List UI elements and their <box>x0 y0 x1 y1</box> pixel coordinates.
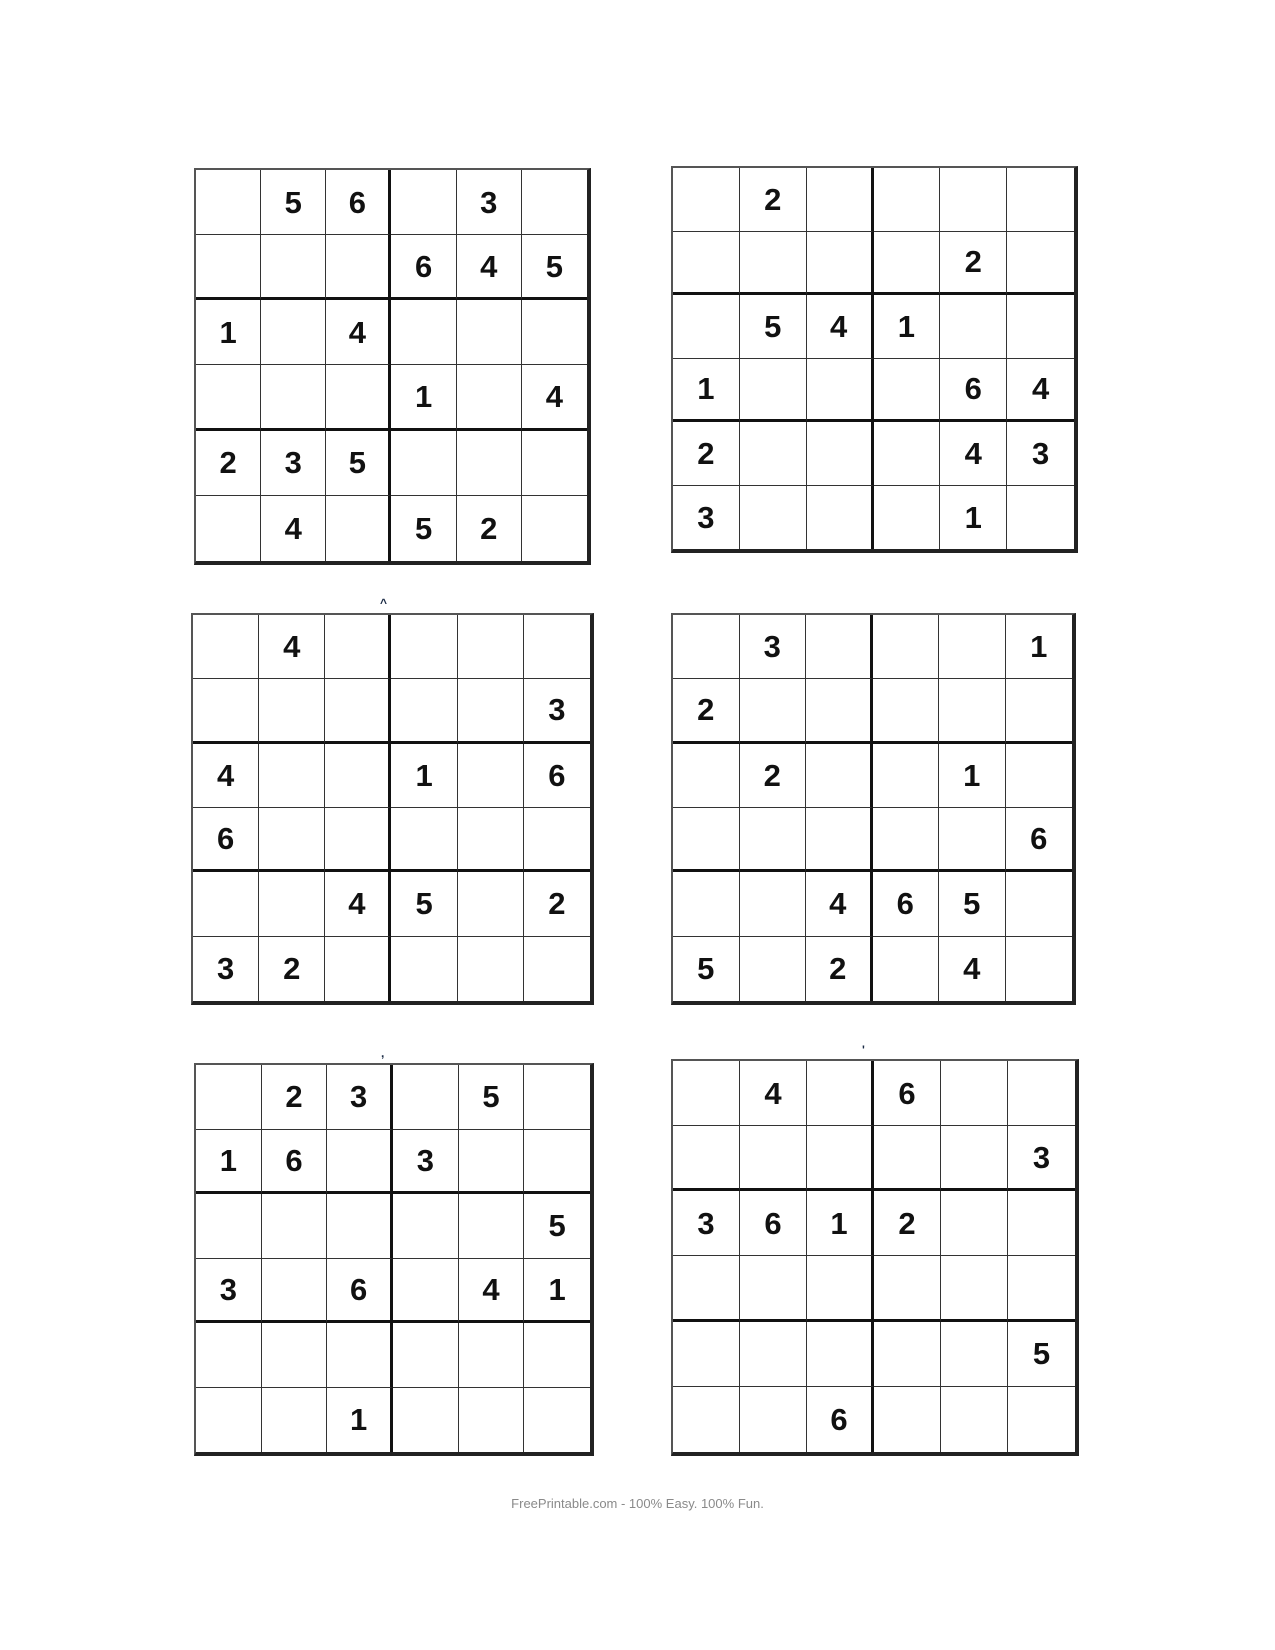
empty-cell[interactable] <box>458 808 524 872</box>
given-digit-cell: 2 <box>196 431 261 496</box>
empty-cell[interactable] <box>524 937 590 1001</box>
sudoku-puzzle-4 <box>671 613 1076 1005</box>
empty-cell[interactable] <box>259 808 325 872</box>
given-digit-cell: 3 <box>673 1191 740 1256</box>
given-digit-cell: 2 <box>673 422 740 486</box>
empty-cell[interactable] <box>873 937 940 1001</box>
empty-cell[interactable] <box>740 872 807 936</box>
empty-cell[interactable] <box>524 1323 590 1388</box>
empty-cell[interactable] <box>1007 232 1074 296</box>
empty-cell[interactable] <box>325 744 391 808</box>
empty-cell[interactable] <box>673 1061 740 1126</box>
given-digit-cell: 1 <box>196 1130 262 1195</box>
empty-cell[interactable] <box>874 232 941 296</box>
empty-cell[interactable] <box>193 679 259 743</box>
given-digit-cell: 1 <box>196 300 261 365</box>
empty-cell[interactable] <box>807 1322 874 1387</box>
given-digit-cell: 4 <box>193 744 259 808</box>
empty-cell[interactable] <box>459 1130 525 1195</box>
empty-cell[interactable] <box>522 496 587 561</box>
sudoku-puzzle-6 <box>671 1059 1079 1456</box>
empty-cell[interactable] <box>941 1061 1008 1126</box>
empty-cell[interactable] <box>806 808 873 872</box>
empty-cell[interactable] <box>457 300 522 365</box>
given-digit-cell: 2 <box>740 744 807 808</box>
empty-cell[interactable] <box>393 1323 459 1388</box>
given-digit-cell: 3 <box>196 1259 262 1324</box>
given-digit-cell: 1 <box>673 359 740 423</box>
empty-cell[interactable] <box>458 937 524 1001</box>
given-digit-cell: 5 <box>261 170 326 235</box>
empty-cell[interactable] <box>740 359 807 423</box>
empty-cell[interactable] <box>807 168 874 232</box>
empty-cell[interactable] <box>874 359 941 423</box>
empty-cell[interactable] <box>459 1323 525 1388</box>
empty-cell[interactable] <box>458 744 524 808</box>
given-digit-cell: 3 <box>673 486 740 550</box>
empty-cell[interactable] <box>807 1061 874 1126</box>
given-digit-cell: 5 <box>524 1194 590 1259</box>
given-digit-cell: 1 <box>391 744 457 808</box>
empty-cell[interactable] <box>193 872 259 936</box>
stray-mark: ^ <box>380 596 388 610</box>
empty-cell[interactable] <box>326 365 391 430</box>
empty-cell[interactable] <box>458 679 524 743</box>
empty-cell[interactable] <box>873 744 940 808</box>
empty-cell[interactable] <box>524 615 590 679</box>
empty-cell[interactable] <box>196 170 261 235</box>
given-digit-cell: 1 <box>939 744 1006 808</box>
empty-cell[interactable] <box>1008 1387 1075 1452</box>
given-digit-cell: 5 <box>939 872 1006 936</box>
empty-cell[interactable] <box>391 615 457 679</box>
empty-cell[interactable] <box>740 679 807 743</box>
empty-cell[interactable] <box>391 679 457 743</box>
empty-cell[interactable] <box>807 486 874 550</box>
empty-cell[interactable] <box>196 1194 262 1259</box>
empty-cell[interactable] <box>522 300 587 365</box>
empty-cell[interactable] <box>262 1194 328 1259</box>
given-digit-cell: 6 <box>874 1061 941 1126</box>
empty-cell[interactable] <box>807 422 874 486</box>
empty-cell[interactable] <box>673 808 740 872</box>
given-digit-cell: 2 <box>262 1065 328 1130</box>
given-digit-cell: 5 <box>326 431 391 496</box>
sudoku-puzzle-1 <box>194 168 591 565</box>
empty-cell[interactable] <box>1006 872 1073 936</box>
empty-cell[interactable] <box>458 615 524 679</box>
empty-cell[interactable] <box>325 808 391 872</box>
empty-cell[interactable] <box>873 808 940 872</box>
given-digit-cell: 6 <box>391 235 456 300</box>
empty-cell[interactable] <box>673 295 740 359</box>
given-digit-cell: 1 <box>1006 615 1073 679</box>
empty-cell[interactable] <box>874 1387 941 1452</box>
empty-cell[interactable] <box>196 365 261 430</box>
empty-cell[interactable] <box>262 1388 328 1453</box>
given-digit-cell: 1 <box>327 1388 393 1453</box>
given-digit-cell: 5 <box>391 872 457 936</box>
stray-mark: ' <box>862 1043 865 1057</box>
given-digit-cell: 5 <box>522 235 587 300</box>
empty-cell[interactable] <box>524 1130 590 1195</box>
empty-cell[interactable] <box>326 235 391 300</box>
empty-cell[interactable] <box>325 937 391 1001</box>
given-digit-cell: 5 <box>1008 1322 1075 1387</box>
given-digit-cell: 6 <box>940 359 1007 423</box>
empty-cell[interactable] <box>941 1256 1008 1321</box>
given-digit-cell: 4 <box>459 1259 525 1324</box>
given-digit-cell: 2 <box>874 1191 941 1256</box>
empty-cell[interactable] <box>939 679 1006 743</box>
given-digit-cell: 6 <box>327 1259 393 1324</box>
empty-cell[interactable] <box>874 486 941 550</box>
given-digit-cell: 2 <box>457 496 522 561</box>
empty-cell[interactable] <box>391 170 456 235</box>
empty-cell[interactable] <box>261 300 326 365</box>
empty-cell[interactable] <box>522 170 587 235</box>
given-digit-cell: 2 <box>524 872 590 936</box>
empty-cell[interactable] <box>740 422 807 486</box>
given-digit-cell: 3 <box>1007 422 1074 486</box>
given-digit-cell: 1 <box>391 365 456 430</box>
empty-cell[interactable] <box>807 232 874 296</box>
empty-cell[interactable] <box>873 615 940 679</box>
empty-cell[interactable] <box>459 1194 525 1259</box>
empty-cell[interactable] <box>458 872 524 936</box>
given-digit-cell: 4 <box>522 365 587 430</box>
given-digit-cell: 3 <box>524 679 590 743</box>
empty-cell[interactable] <box>807 1256 874 1321</box>
given-digit-cell: 4 <box>740 1061 807 1126</box>
given-digit-cell: 3 <box>193 937 259 1001</box>
given-digit-cell: 2 <box>673 679 740 743</box>
given-digit-cell: 6 <box>807 1387 874 1452</box>
given-digit-cell: 4 <box>807 295 874 359</box>
empty-cell[interactable] <box>874 1256 941 1321</box>
empty-cell[interactable] <box>457 431 522 496</box>
empty-cell[interactable] <box>673 232 740 296</box>
given-digit-cell: 4 <box>325 872 391 936</box>
empty-cell[interactable] <box>874 1126 941 1191</box>
empty-cell[interactable] <box>673 1387 740 1452</box>
empty-cell[interactable] <box>740 1126 807 1191</box>
empty-cell[interactable] <box>325 615 391 679</box>
empty-cell[interactable] <box>262 1259 328 1324</box>
given-digit-cell: 1 <box>524 1259 590 1324</box>
empty-cell[interactable] <box>806 679 873 743</box>
given-digit-cell: 3 <box>457 170 522 235</box>
given-digit-cell: 2 <box>259 937 325 1001</box>
empty-cell[interactable] <box>1006 679 1073 743</box>
empty-cell[interactable] <box>740 486 807 550</box>
empty-cell[interactable] <box>259 679 325 743</box>
empty-cell[interactable] <box>524 1388 590 1453</box>
given-digit-cell: 3 <box>327 1065 393 1130</box>
empty-cell[interactable] <box>940 295 1007 359</box>
given-digit-cell: 4 <box>326 300 391 365</box>
empty-cell[interactable] <box>940 168 1007 232</box>
empty-cell[interactable] <box>1008 1256 1075 1321</box>
given-digit-cell: 4 <box>1007 359 1074 423</box>
empty-cell[interactable] <box>1007 486 1074 550</box>
empty-cell[interactable] <box>259 872 325 936</box>
given-digit-cell: 6 <box>524 744 590 808</box>
empty-cell[interactable] <box>673 1256 740 1321</box>
empty-cell[interactable] <box>740 232 807 296</box>
empty-cell[interactable] <box>1006 744 1073 808</box>
empty-cell[interactable] <box>807 359 874 423</box>
empty-cell[interactable] <box>327 1130 393 1195</box>
given-digit-cell: 3 <box>740 615 807 679</box>
empty-cell[interactable] <box>673 615 740 679</box>
empty-cell[interactable] <box>524 808 590 872</box>
given-digit-cell: 2 <box>740 168 807 232</box>
given-digit-cell: 1 <box>807 1191 874 1256</box>
empty-cell[interactable] <box>941 1322 1008 1387</box>
empty-cell[interactable] <box>327 1323 393 1388</box>
given-digit-cell: 4 <box>261 496 326 561</box>
given-digit-cell: 4 <box>457 235 522 300</box>
empty-cell[interactable] <box>391 937 457 1001</box>
given-digit-cell: 3 <box>393 1130 459 1195</box>
empty-cell[interactable] <box>1006 937 1073 1001</box>
given-digit-cell: 4 <box>940 422 1007 486</box>
given-digit-cell: 5 <box>673 937 740 1001</box>
empty-cell[interactable] <box>391 808 457 872</box>
empty-cell[interactable] <box>196 1388 262 1453</box>
empty-cell[interactable] <box>673 168 740 232</box>
empty-cell[interactable] <box>941 1387 1008 1452</box>
empty-cell[interactable] <box>740 1256 807 1321</box>
empty-cell[interactable] <box>393 1388 459 1453</box>
empty-cell[interactable] <box>673 872 740 936</box>
empty-cell[interactable] <box>259 744 325 808</box>
empty-cell[interactable] <box>391 431 456 496</box>
given-digit-cell: 6 <box>262 1130 328 1195</box>
empty-cell[interactable] <box>673 744 740 808</box>
sudoku-puzzle-2 <box>671 166 1078 553</box>
empty-cell[interactable] <box>261 235 326 300</box>
given-digit-cell: 3 <box>1008 1126 1075 1191</box>
empty-cell[interactable] <box>524 1065 590 1130</box>
stray-mark: , <box>381 1046 385 1060</box>
empty-cell[interactable] <box>1007 295 1074 359</box>
given-digit-cell: 6 <box>740 1191 807 1256</box>
sudoku-puzzle-3 <box>191 613 594 1005</box>
empty-cell[interactable] <box>393 1065 459 1130</box>
empty-cell[interactable] <box>196 496 261 561</box>
empty-cell[interactable] <box>457 365 522 430</box>
empty-cell[interactable] <box>740 1387 807 1452</box>
empty-cell[interactable] <box>740 937 807 1001</box>
empty-cell[interactable] <box>459 1388 525 1453</box>
empty-cell[interactable] <box>941 1191 1008 1256</box>
empty-cell[interactable] <box>196 1065 262 1130</box>
given-digit-cell: 3 <box>261 431 326 496</box>
empty-cell[interactable] <box>873 679 940 743</box>
empty-cell[interactable] <box>806 615 873 679</box>
empty-cell[interactable] <box>1008 1061 1075 1126</box>
given-digit-cell: 4 <box>939 937 1006 1001</box>
empty-cell[interactable] <box>193 615 259 679</box>
footer-credit: FreePrintable.com - 100% Easy. 100% Fun. <box>511 1496 764 1511</box>
empty-cell[interactable] <box>941 1126 1008 1191</box>
given-digit-cell: 6 <box>873 872 940 936</box>
given-digit-cell: 6 <box>1006 808 1073 872</box>
empty-cell[interactable] <box>1007 168 1074 232</box>
empty-cell[interactable] <box>740 808 807 872</box>
given-digit-cell: 5 <box>740 295 807 359</box>
sudoku-puzzle-5 <box>194 1063 594 1456</box>
empty-cell[interactable] <box>874 1322 941 1387</box>
given-digit-cell: 6 <box>193 808 259 872</box>
empty-cell[interactable] <box>261 365 326 430</box>
given-digit-cell: 4 <box>806 872 873 936</box>
given-digit-cell: 2 <box>806 937 873 1001</box>
given-digit-cell: 1 <box>874 295 941 359</box>
empty-cell[interactable] <box>196 235 261 300</box>
empty-cell[interactable] <box>874 168 941 232</box>
empty-cell[interactable] <box>673 1126 740 1191</box>
empty-cell[interactable] <box>196 1323 262 1388</box>
empty-cell[interactable] <box>393 1194 459 1259</box>
given-digit-cell: 6 <box>326 170 391 235</box>
empty-cell[interactable] <box>393 1259 459 1324</box>
empty-cell[interactable] <box>740 1322 807 1387</box>
empty-cell[interactable] <box>806 744 873 808</box>
empty-cell[interactable] <box>939 808 1006 872</box>
empty-cell[interactable] <box>1008 1191 1075 1256</box>
empty-cell[interactable] <box>262 1323 328 1388</box>
empty-cell[interactable] <box>326 496 391 561</box>
given-digit-cell: 1 <box>940 486 1007 550</box>
empty-cell[interactable] <box>391 300 456 365</box>
empty-cell[interactable] <box>939 615 1006 679</box>
given-digit-cell: 4 <box>259 615 325 679</box>
empty-cell[interactable] <box>325 679 391 743</box>
empty-cell[interactable] <box>673 1322 740 1387</box>
given-digit-cell: 5 <box>391 496 456 561</box>
empty-cell[interactable] <box>522 431 587 496</box>
given-digit-cell: 5 <box>459 1065 525 1130</box>
given-digit-cell: 2 <box>940 232 1007 296</box>
empty-cell[interactable] <box>807 1126 874 1191</box>
empty-cell[interactable] <box>327 1194 393 1259</box>
empty-cell[interactable] <box>874 422 941 486</box>
